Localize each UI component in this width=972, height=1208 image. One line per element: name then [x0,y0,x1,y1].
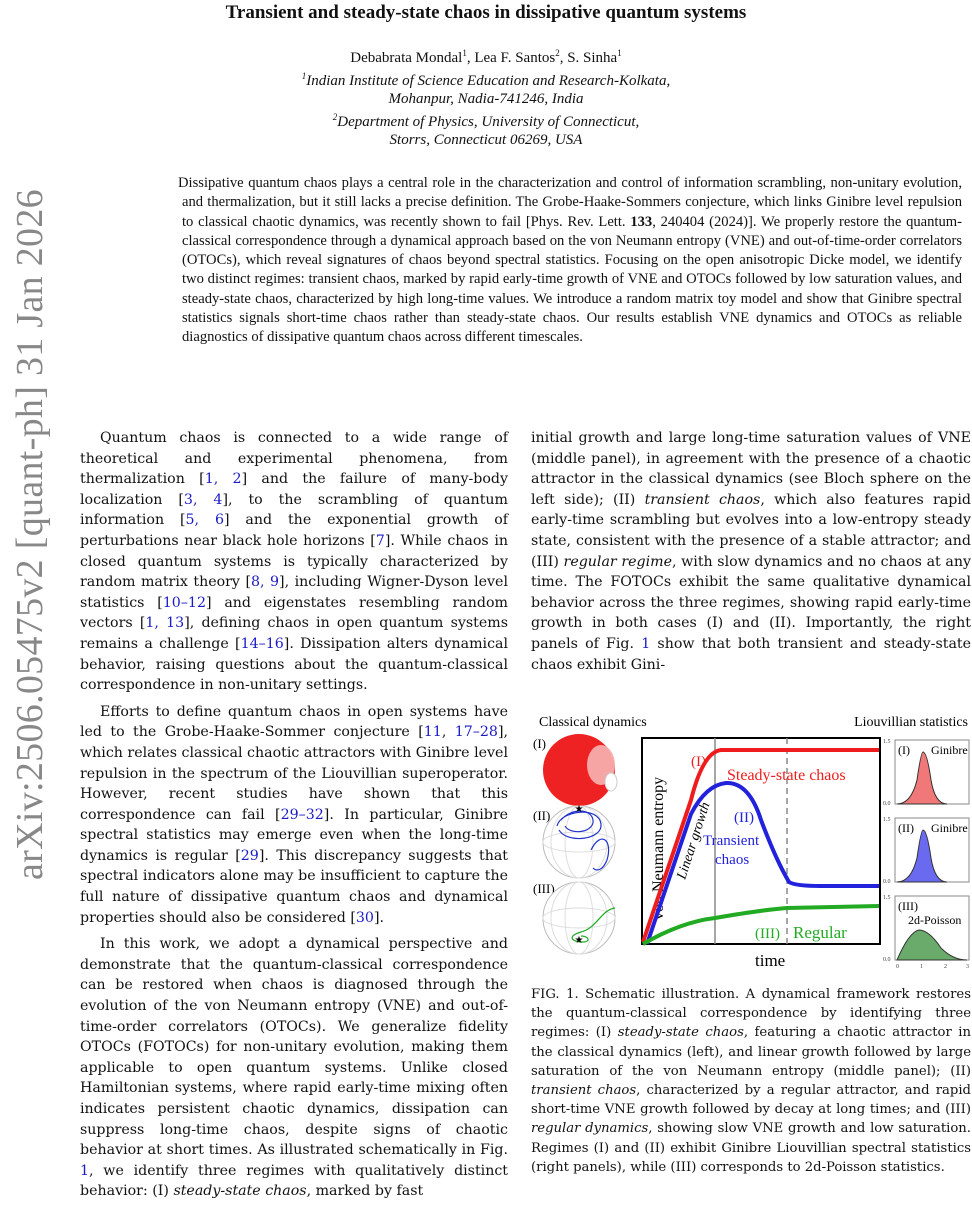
transient-chaos-label: Transient [703,833,760,849]
citation-link[interactable]: 1, 13 [145,615,185,632]
citation-link[interactable]: 11 [423,724,442,741]
y-axis-label: von Neumann entropy [650,776,667,920]
abstract: Dissipative quantum chaos plays a central role in the characterization and control of information scrambling, non-unitary evolution, and thermalization, but it still lacks a precise definition. The Grobe-Haake-Sommers conjecture, which links Ginibre level repulsion to classical chaotic dynamics, was recently shown to fail [Phys. Rev. Lett. 133, 240404 (2024)]. We properly restore the quantum-classical correspondence through a dynamical approach based on the von Neumann entropy (VNE) and out-of-time-order correlators (OTOCs), which reveal signatures of chaos beyond spectral statistics. Focusing on the open anisotropic Dicke model, we identify two distinct regimes: transient chaos, marked by rapid early-time growth of VNE and OTOCs followed by low saturation values, and steady-state chaos, characterized by high long-time values. We introduce a random matrix toy model and show that Ginibre spectral statistics signals short-time chaos rather than steady-state chaos. Our results establish VNE dynamics and OTOCs as reliable diagnostics of dissipative quantum chaos across different timescales. [178,175,962,346]
citation-link[interactable]: 1 [641,635,651,652]
paper-title: Transient and steady-state chaos in dissipative quantum systems [225,2,747,23]
svg-text:1: 1 [920,964,923,970]
svg-text:(III): (III) [898,899,918,913]
svg-text:2d-Poisson: 2d-Poisson [908,913,962,927]
stat-panel-I [895,740,969,804]
author-list: Debabrata Mondal$^1$, Lea F. Santos$^2$, S. Sinha$^1$ [350,48,622,66]
citation-link[interactable]: 29–32 [280,806,324,823]
affiliation-mark: 1 [462,48,467,58]
citation-link[interactable]: 8, 9 [250,574,280,591]
classical-dynamics-title: Classical dynamics [539,715,647,730]
paragraph: initial growth and large long-time saturation values of VNE (middle panel), in agreement with the presence of a chaotic attractor in the classical dynamics (see Bloch sphere on the left side); (II) transient chaos, which also features rapid early-time scrambling but evolves into a low-entropy steady state, consistent with the presence of a stable attractor; and (III) regular regime, with slow dynamics and no chaos at any time. The FOTOCs exhibit the same qualitative dynamical behavior across the three regimes, showing rapid early-time growth in both cases (I) and (II). Importantly, the right panels of Fig. 1 show that both transient and steady-state chaos exhibit Gini- [531,430,972,673]
svg-text:Ginibre: Ginibre [931,821,968,835]
x-axis-label: time [755,951,786,970]
regular-label: Regular [793,923,847,942]
svg-text:(III): (III) [533,881,555,896]
citation-link[interactable]: 10–12 [162,594,206,611]
figure-1 [531,710,971,972]
steady-state-chaos-label: Steady-state chaos [727,767,846,784]
affiliation-2-address: Storrs, Connecticut 06269, USA [389,132,583,148]
svg-text:1.5: 1.5 [883,895,891,901]
citation-link[interactable]: 1 [80,1162,90,1179]
svg-text:★: ★ [574,935,584,946]
svg-text:1.5: 1.5 [883,817,891,823]
svg-text:0: 0 [896,964,899,970]
arxiv-stamp[interactable]: arXiv:2506.05475v2 [quant-ph] 31 Jan 2026 [9,189,51,880]
liouvillian-stat-panels [883,739,969,970]
affiliation-1-address: Mohanpur, Nadia-741246, India [388,91,584,107]
citation-link[interactable]: 1, 2 [204,471,242,488]
paragraph: In this work, we adopt a dynamical perspective and demonstrate that the quantum-classical correspondence can be restored when chaos is diagnosed through the evolution of the von Neumann entropy (VNE) and out-of-time-order correlators (OTOCs). We generalize fidelity OTOCs (FOTOCs) for non-unitary evolution, making them applicable to open quantum systems. Unlike closed Hamiltonian systems, where rapid early-time mixing often indicates persistent chaotic dynamics, dissipation can suppress long-time chaos, despite signs of chaotic behavior at short times. As illustrated schematically in Fig. 1, we identify three regimes with qualitatively distinct behavior: (I) steady-state chaos, marked by fast [80,936,508,1200]
svg-text:(II): (II) [734,810,754,826]
author-name: S. Sinha [567,50,618,66]
left-column [80,428,508,1208]
citation-link[interactable]: 3, 4 [183,491,223,508]
citation-link[interactable]: 7 [375,532,385,549]
svg-text:(III): (III) [755,926,780,942]
bloch-sphere-II [533,804,615,878]
bloch-sphere-III [533,881,615,954]
affiliation-mark: 2 [555,48,560,58]
author-name: Debabrata Mondal [350,50,463,66]
right-column [531,428,971,681]
citation-link[interactable]: 17–28 [454,724,498,741]
stat-panel-III [895,896,969,960]
citation-link[interactable]: 30 [355,909,374,926]
svg-text:chaos: chaos [715,852,750,868]
author-name: Lea F. Santos [474,50,556,66]
svg-text:0.0: 0.0 [883,879,891,885]
citation-link[interactable]: 14–16 [240,635,284,652]
svg-text:0.0: 0.0 [883,801,891,807]
stat-panel-II [895,818,969,882]
liouvillian-stats-title: Liouvillian statistics [854,715,968,730]
svg-text:0.0: 0.0 [883,957,891,963]
paragraph: Quantum chaos is connected to a wide range of theoretical and experimental phenomena, from thermalization [1, 2] and the failure of many-body localization [3, 4], to the scrambling of quantum information [5, 6] and the exponential growth of perturbations near black hole horizons [7]. While chaos in closed quantum systems is typically characterized by random matrix theory [8, 9], including Wigner-Dyson level statistics [10–12] and eigenstates resembling random vectors [1, 13], defining chaos in open quantum systems remains a challenge [14–16]. Dissipation alters dynamical behavior, raising questions about the quantum-classical correspondence in non-unitary settings. [80,430,509,694]
svg-text:(I): (I) [691,754,706,770]
svg-text:3: 3 [966,964,969,970]
svg-text:(I): (I) [533,736,546,751]
affiliation-2: $^2$Department of Physics, University of Connecticut, [332,112,640,130]
author-block [0,44,972,149]
svg-text:1.5: 1.5 [883,739,891,745]
vne-plot [642,738,880,970]
svg-text:(II): (II) [898,821,914,835]
citation-link[interactable]: 29 [240,847,259,864]
svg-text:Ginibre: Ginibre [931,743,968,757]
svg-text:(II): (II) [533,808,551,823]
bloch-sphere-I [533,734,617,806]
figure-caption: FIG. 1. Schematic illustration. A dynamical framework restores the quantum-classical correspondence by identifying three regimes: (I) steady-state chaos, featuring a chaotic attractor in the classical dynamics (left), and linear growth followed by large saturation of the von Neumann entropy (middle panel); (II) transient chaos, characterized by a regular attractor, and rapid short-time VNE growth followed by decay at long times; and (III) regular dynamics, showing slow VNE growth and low saturation. Regimes (I) and (II) exhibit Ginibre Liouvillian spectral statistics (right panels), while (III) corresponds to 2d-Poisson statistics. [531,987,971,1175]
affiliation-mark: 1 [617,48,622,58]
svg-text:(I): (I) [898,743,910,757]
paragraph: Efforts to define quantum chaos in open systems have led to the Grobe-Haake-Sommer conjecture [11, 17–28], which relates classical chaotic attractors with Ginibre level repulsion in the spectrum of the Liouvillian superoperator. However, recent studies have shown that this correspondence can fail [29–32]. In particular, Ginibre spectral statistics may emerge even when the long-time dynamics is regular [29]. This discrepancy suggests that spectral indicators alone may be insufficient to capture the full nature of dissipative quantum chaos and dynamical properties should also be considered [30]. [80,703,509,926]
linear-growth-label: Linear growth [674,800,714,882]
svg-text:★: ★ [574,804,584,815]
citation-link[interactable]: 5, 6 [185,512,224,529]
svg-text:2: 2 [944,964,947,970]
affiliation-1: $^1$Indian Institute of Science Education and Research-Kolkata, [301,71,671,89]
